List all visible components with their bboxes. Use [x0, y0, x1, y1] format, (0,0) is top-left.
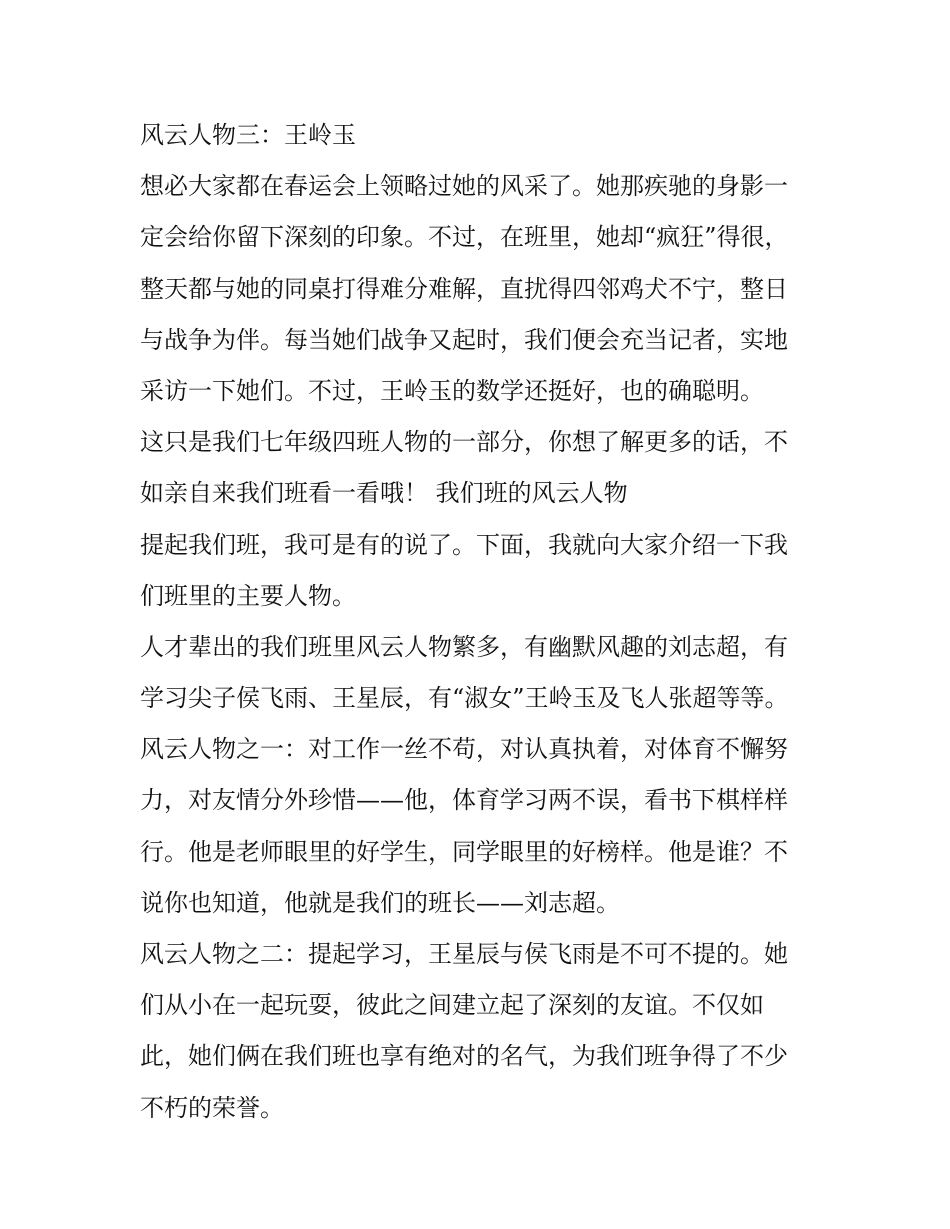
text-line: 提起我们班，我可是有的说了。下面，我就向大家介绍一下我 — [140, 530, 788, 559]
document-body — [140, 110, 820, 1134]
text-line: 人才辈出的我们班里风云人物繁多，有幽默风趣的刘志超，有 — [140, 632, 788, 661]
text-line: 行。他是老师眼里的好学生，同学眼里的好榜样。他是谁？不 — [140, 837, 788, 866]
text-line: 整天都与她的同桌打得难分难解，直扰得四邻鸡犬不宁，整日 — [140, 274, 788, 303]
text-line: 想必大家都在春运会上领略过她的风采了。她那疾驰的身影一 — [140, 172, 788, 201]
text-line: 们班里的主要人物。 — [140, 581, 356, 610]
text-line: 定会给你留下深刻的印象。不过，在班里，她却“疯狂”得很， — [140, 223, 789, 252]
text-line: 们从小在一起玩耍，彼此之间建立起了深刻的友谊。不仅如 — [140, 991, 764, 1020]
text-line: 说你也知道，他就是我们的班长——刘志超。 — [140, 888, 620, 917]
text-line: 风云人物之一：对工作一丝不苟，对认真执着，对体育不懈努 — [140, 735, 788, 764]
text-line: 不朽的荣誉。 — [140, 1093, 284, 1122]
text-line: 风云人物之二：提起学习，王星辰与侯飞雨是不可不提的。她 — [140, 940, 788, 968]
text-line: 如亲自来我们班看一看哦！ 我们班的风云人物 — [140, 479, 628, 508]
text-line: 采访一下她们。不过，王岭玉的数学还挺好，也的确聪明。 — [140, 376, 764, 405]
text-line: 学习尖子侯飞雨、王星辰，有“淑女”王岭玉及飞人张超等等。 — [140, 684, 789, 713]
text-line: 这只是我们七年级四班人物的一部分，你想了解更多的话，不 — [140, 428, 788, 457]
text-line: 与战争为伴。每当她们战争又起时，我们便会充当记者，实地 — [140, 325, 788, 354]
text-line: 此，她们俩在我们班也享有绝对的名气，为我们班争得了不少 — [140, 1042, 788, 1071]
text-line: 力，对友情分外珍惜——他，体育学习两不误，看书下棋样样 — [140, 786, 788, 815]
heading-character-three: 风云人物三：王岭玉 — [140, 121, 356, 149]
